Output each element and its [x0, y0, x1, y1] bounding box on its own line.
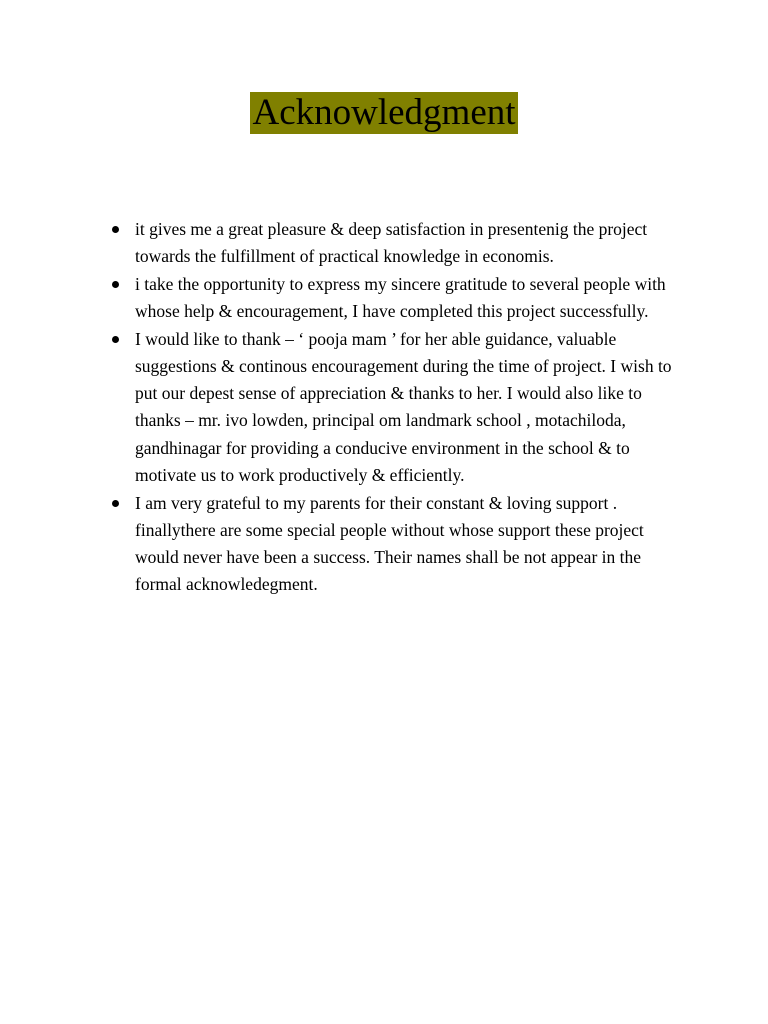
list-item — [110, 326, 690, 489]
list-item-text: i take the opportunity to express my sincere gratitude to several people with whose help & encouragement, I have completed this project successfully. — [135, 273, 666, 322]
bullet-icon — [112, 336, 119, 343]
bullet-icon — [112, 281, 119, 288]
list-item — [110, 490, 690, 599]
list-item — [110, 216, 690, 270]
page-title: Acknowledgment — [252, 92, 516, 133]
bullet-icon — [112, 500, 119, 507]
bullet-icon — [112, 226, 119, 233]
title-container — [0, 92, 768, 134]
list-item-text: I am very grateful to my parents for their constant & loving support . finallythere are some special people without whose support these project would never have been a success. Their names shall be not appear in the formal acknowledegment. — [135, 492, 644, 595]
list-item — [110, 271, 690, 325]
list-item-text: I would like to thank – ‘ pooja mam ’ for her able guidance, valuable suggestions & continous encouragement during the time of project. I wish to put our depest sense of appreciation & thanks to her. I would also like to thanks – mr. ivo lowden, principal om landmark school , motachiloda, gandhinagar for providing a conducive environment in the school & to motivate us to work productively & efficiently. — [135, 328, 672, 485]
acknowledgment-list — [110, 216, 690, 599]
list-item-text: it gives me a great pleasure & deep satisfaction in presentenig the project towards the fulfillment of practical knowledge in economis. — [135, 219, 648, 267]
